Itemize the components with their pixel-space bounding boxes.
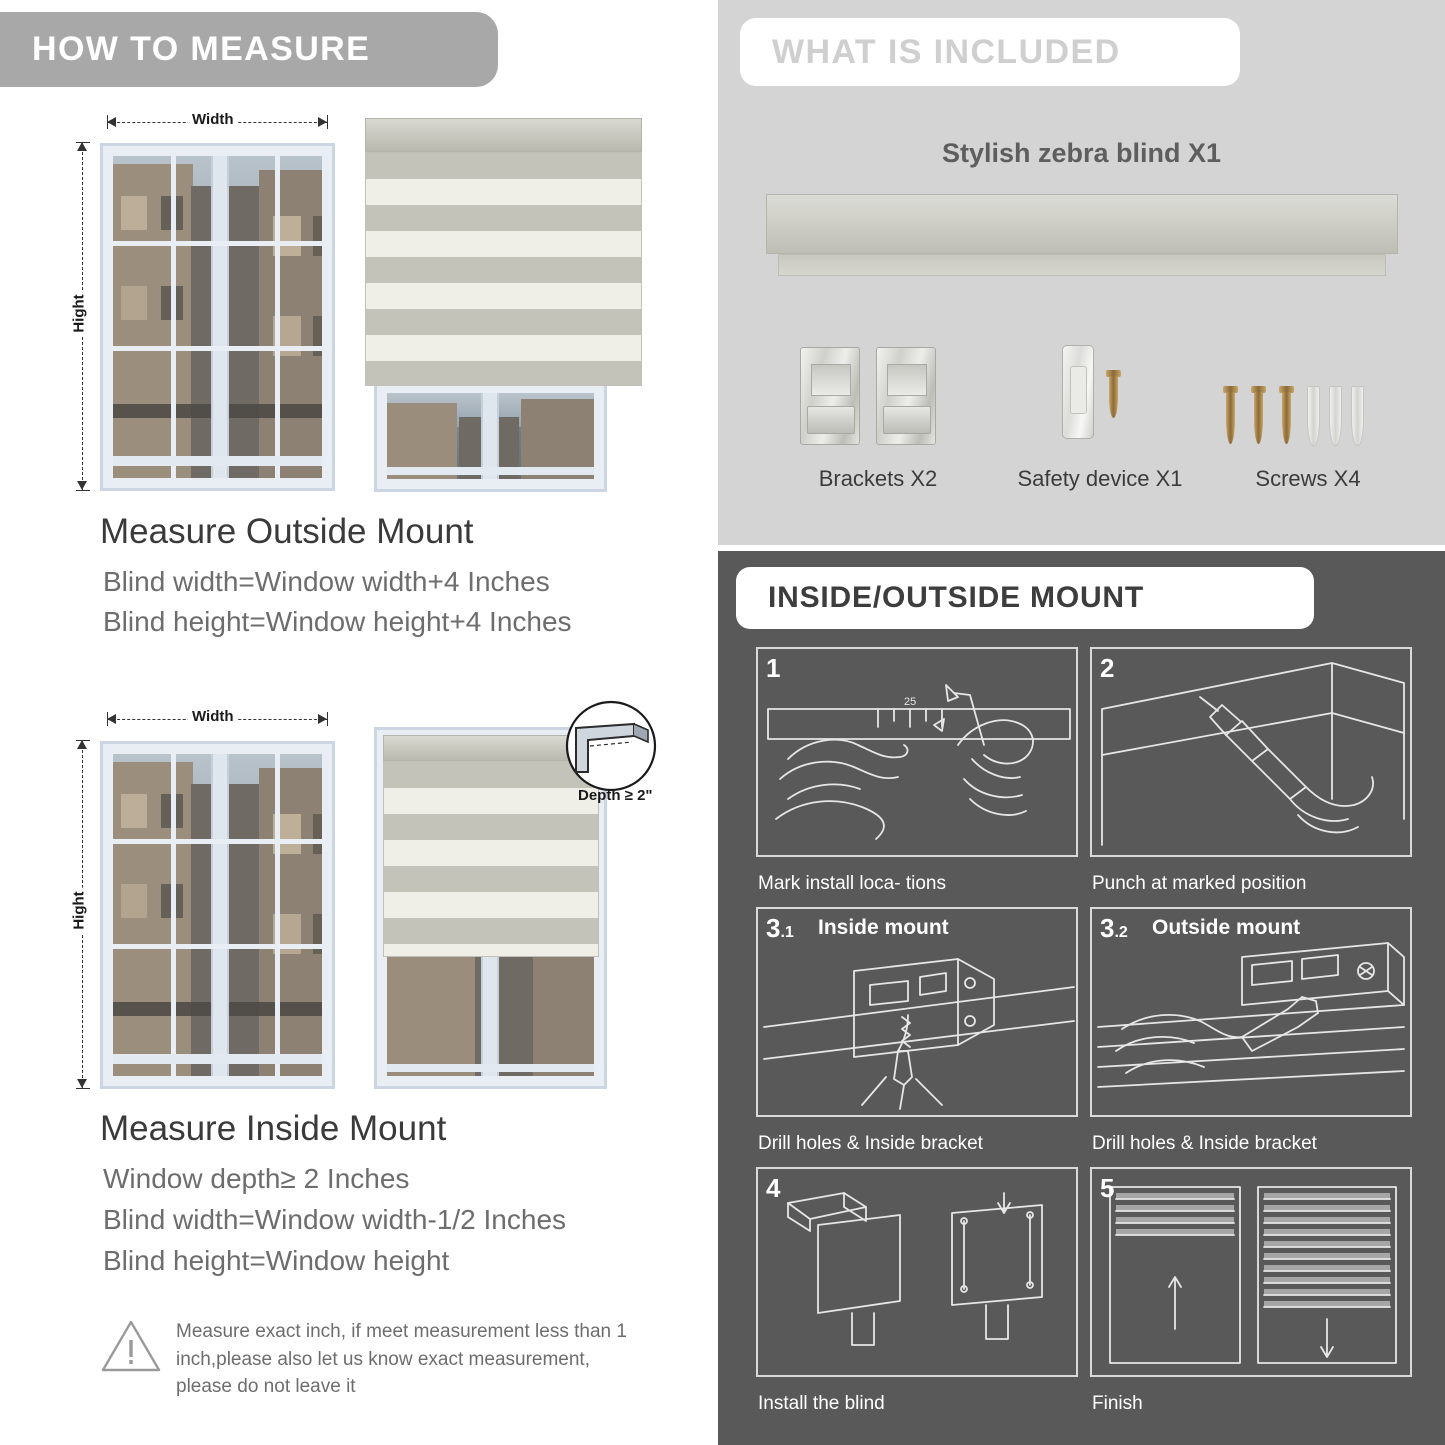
brackets-label: Brackets X2 [818,466,938,491]
step-4-number: 4 [766,1173,781,1203]
screw-2 [1254,392,1263,444]
included-blind-bottom-rail [778,254,1386,276]
window-grid-line [171,156,176,478]
inside-width-arrow-left [107,714,116,724]
screw-1 [1226,392,1235,444]
wall-anchor-1 [1307,386,1320,446]
window-detail [313,814,322,854]
window-detail [121,196,147,230]
inside-height-arrow-up [77,740,87,749]
step-2-caption: Punch at marked position [1092,873,1307,894]
outside-height-tick-top [76,142,90,143]
window-grid-line [113,346,322,351]
window-grid-line [171,754,176,1076]
how-to-measure-header [0,12,498,87]
step-5-caption: Finish [1092,1393,1143,1414]
safety-device-part [1062,345,1094,439]
included-blind-image [766,194,1398,254]
inside-outside-mount-panel [718,551,1445,1445]
inside-height-tick-top [76,740,90,741]
step-1 [756,647,1078,897]
window-detail [121,794,147,828]
screw-3 [1282,392,1291,444]
step-2 [1090,647,1412,897]
right-column [718,0,1445,1445]
outside-height-arrow-up [77,142,87,151]
outside-width-arrow-right [318,117,327,127]
step-5 [1090,1167,1412,1417]
inside-mount-line-2: Blind width=Window width-1/2 Inches [103,1204,567,1235]
window-grid-line [275,754,280,1076]
mount-header [736,567,1314,629]
what-is-included-panel [718,0,1445,545]
window-detail [121,286,147,320]
step-2-box [1090,647,1412,857]
window-grid-line [113,944,322,949]
step-3-2-number: 3.2 [1100,913,1128,943]
step-3-2-caption: Drill holes & Inside bracket [1092,1133,1317,1154]
inside-mount-line-3: Blind height=Window height [103,1245,450,1276]
outside-height-arrow-down [77,481,87,490]
step-3-1 [756,907,1078,1157]
outside-width-tick-left [107,115,108,129]
warning-triangle-icon [100,1318,162,1374]
safety-screw [1109,376,1118,418]
step-3-1-number: 3.1 [766,913,794,943]
included-main-item-label: Stylish zebra blind X1 [941,138,1222,168]
step-2-sketch [1092,649,1412,857]
inside-height-label: Hight [71,887,88,933]
column-divider [710,0,718,1445]
outside-window-illustration [100,143,335,491]
outside-height-tick-bottom [76,490,90,491]
outside-height-label: Hight [71,290,88,336]
outside-width-tick-right [327,115,328,129]
inside-width-label: Width [188,708,238,725]
step-1-number: 1 [766,653,781,683]
window-sill [113,456,322,466]
window-mullion [211,754,229,1076]
step-4-box [756,1167,1078,1377]
bracket-part-1 [800,347,860,445]
what-is-included-header [740,18,1240,86]
step-1-caption: Mark install loca- tions [758,873,946,894]
window-detail [313,216,322,256]
step-5-number: 5 [1100,1173,1115,1203]
outside-mount-title: Measure Outside Mount [100,512,474,551]
how-to-measure-title: HOW TO MEASURE [32,30,371,68]
outside-blind-headrail [365,118,642,152]
step-5-box [1090,1167,1412,1377]
bracket-part-2 [876,347,936,445]
window-grid-line [113,839,322,844]
screws-label: Screws X4 [1255,466,1361,491]
outside-mount-line-2: Blind height=Window height+4 Inches [103,606,572,637]
measure-warning-text: Measure exact inch, if meet measurement less than 1 inch,please also let us know exact measurement, please do not leave it [176,1321,627,1398]
safety-device-label: Safety device X1 [1017,466,1183,491]
outside-blind-fabric [365,152,642,386]
inside-height-arrow-down [77,1079,87,1088]
wall-anchor-3 [1351,386,1364,446]
step-1-sketch [758,649,1078,857]
step-3-2-inline-label: Outside mount [1152,916,1301,939]
window-grid-line [113,241,322,246]
step-3-1-inline-label: Inside mount [818,916,949,939]
step-3-1-sketch [758,909,1078,1117]
window-mullion [211,156,229,478]
step-5-sketch [1092,1169,1412,1377]
outside-mount-line-1: Blind width=Window width+4 Inches [103,566,550,597]
window-grid-line [275,156,280,478]
outside-width-label: Width [188,111,238,128]
window-sill [387,467,594,475]
step-4-caption: Install the blind [758,1393,885,1414]
step-3-2-sketch [1092,909,1412,1117]
what-is-included-title: WHAT IS INCLUDED [772,32,1121,71]
inside-width-arrow-right [318,714,327,724]
step-1-box [756,647,1078,857]
how-to-measure-column [0,0,710,1445]
svg-text:25: 25 [904,696,917,708]
step-2-number: 2 [1100,653,1115,683]
outside-mount-window-below [374,380,607,492]
step-3-2 [1090,907,1412,1157]
depth-label: Depth ≥ 2" [578,787,653,804]
inside-width-tick-right [327,712,328,726]
window-detail [121,884,147,918]
step-4 [756,1167,1078,1417]
step-4-sketch [758,1169,1078,1377]
inside-mount-line-1: Window depth≥ 2 Inches [103,1163,410,1194]
inside-width-tick-left [107,712,108,726]
outside-width-arrow-left [107,117,116,127]
inside-window-illustration [100,741,335,1089]
inside-mount-title: Measure Inside Mount [100,1109,447,1148]
mount-title: INSIDE/OUTSIDE MOUNT [768,581,1145,614]
inside-height-tick-bottom [76,1088,90,1089]
step-3-1-caption: Drill holes & Inside bracket [758,1133,983,1154]
measure-warning [100,1318,640,1401]
window-sill [113,1054,322,1064]
wall-anchor-2 [1329,386,1342,446]
window-sill [387,1064,594,1072]
